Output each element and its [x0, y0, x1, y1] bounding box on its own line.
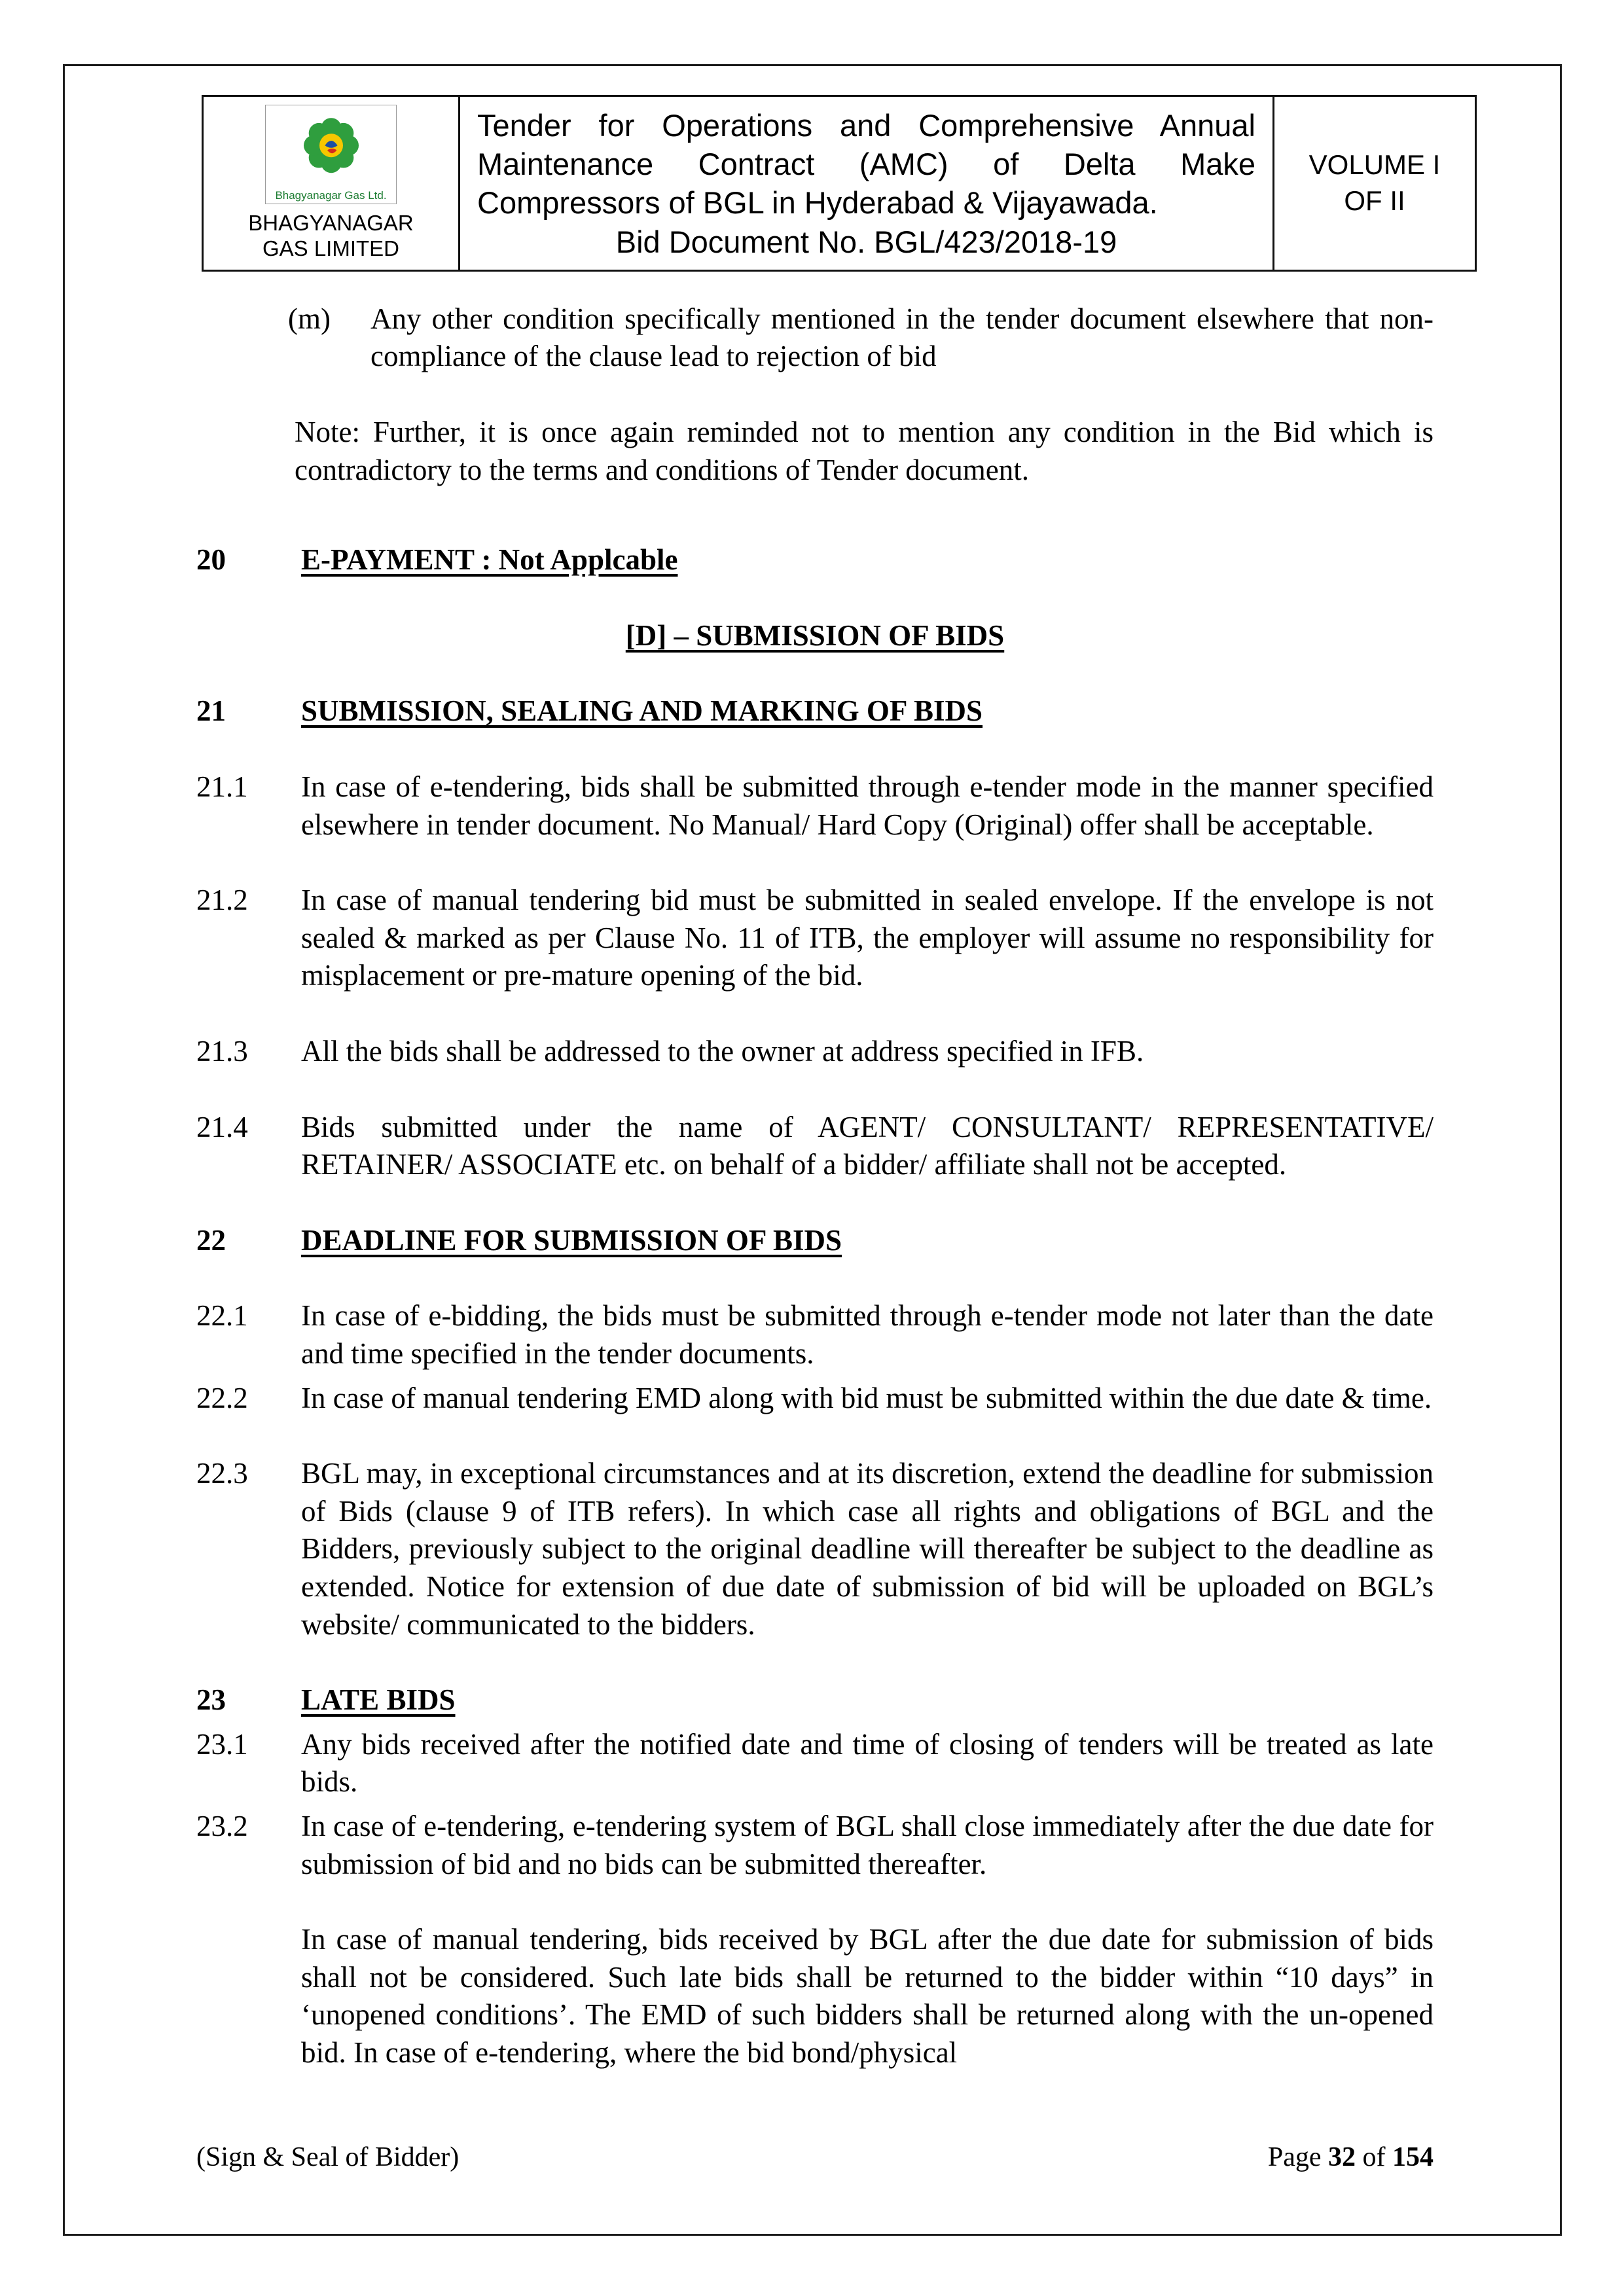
document-header-table — [202, 95, 1477, 272]
section-number: 22 — [196, 1223, 226, 1257]
clause-21-4 — [196, 1109, 1434, 1184]
section-heading-20 — [196, 541, 1434, 579]
clause-text: In case of manual tendering EMD along with bid must be submitted within the due date & time. — [301, 1381, 1432, 1414]
list-item-label: (m) — [288, 302, 331, 335]
volume-line-2: OF II — [1344, 185, 1405, 216]
clause-number: 22.3 — [196, 1457, 248, 1490]
header-title-cell — [460, 97, 1274, 270]
clause-text: In case of e-bidding, the bids must be submitted through e-tender mode not later than the date and time specified in the tender documents. — [301, 1299, 1434, 1370]
section-title: DEADLINE FOR SUBMISSION OF BIDS — [301, 1223, 842, 1257]
volume-line-1: VOLUME I — [1308, 149, 1441, 181]
clause-22-3 — [196, 1455, 1434, 1643]
closing-paragraph: In case of manual tendering, bids received by BGL after the due date for submission of bids shall not be considered. Such late bids shall be returned to the bidder within “10 days” in ‘unopened conditions’. The EMD of such bidders shall be returned along with the un-opened bid. In case of e-tendering, where the bid bond/physical — [301, 1923, 1434, 2069]
section-heading-23 — [196, 1681, 1434, 1719]
clause-text: In case of manual tendering bid must be submitted in sealed envelope. If the envelope is not sealed & marked as per Clause No. 11 of ITB, the employer will assume no responsibility for misplacement or pre-mature opening of the bid. — [301, 884, 1434, 992]
clause-21-1 — [196, 768, 1434, 844]
list-item-text: Any other condition specifically mentioned in the tender document elsewhere that non-compliance of the clause lead to rejection of bid — [370, 302, 1434, 373]
list-item-m — [288, 300, 1434, 376]
clause-text: Any bids received after the notified date and time of closing of tenders will be treated as late bids. — [301, 1727, 1434, 1799]
clause-22-2 — [196, 1380, 1434, 1418]
clause-text: Bids submitted under the name of AGENT/ CONSULTANT/ REPRESENTATIVE/ RETAINER/ ASSOCIATE etc. on behalf of a bidder/ affiliate shall not be accepted. — [301, 1110, 1434, 1181]
header-volume-cell — [1274, 97, 1475, 270]
clause-text: In case of e-tendering, e-tendering system of BGL shall close immediately after the due date for submission of bid and no bids can be submitted thereafter. — [301, 1809, 1434, 1880]
section-title: E-PAYMENT : Not Applcable — [301, 543, 678, 577]
page-total: 154 — [1392, 2142, 1434, 2172]
logo-caption: Bhagyanagar Gas Ltd. — [275, 189, 387, 202]
clause-22-1 — [196, 1297, 1434, 1372]
page-footer — [196, 2142, 1434, 2173]
section-heading-22 — [196, 1222, 1434, 1260]
bgl-logo-icon — [292, 109, 370, 188]
clause-number: 21.3 — [196, 1035, 248, 1067]
section-title: SUBMISSION, SEALING AND MARKING OF BIDS — [301, 694, 983, 728]
clause-number: 23.1 — [196, 1727, 248, 1761]
part-d-heading-text: [D] – SUBMISSION OF BIDS — [625, 619, 1005, 652]
clause-21-2 — [196, 882, 1434, 995]
section-heading-21 — [196, 692, 1434, 730]
section-number: 20 — [196, 543, 226, 577]
section-number: 23 — [196, 1683, 226, 1717]
page-label: Page — [1267, 2142, 1322, 2172]
clause-number: 22.2 — [196, 1381, 248, 1414]
sign-seal-label: (Sign & Seal of Bidder) — [196, 2142, 460, 2172]
clause-number: 21.2 — [196, 884, 248, 917]
page-number-indicator — [1268, 2142, 1434, 2173]
clause-number: 23.2 — [196, 1809, 248, 1842]
company-name: BHAGYANAGAR GAS LIMITED — [248, 211, 414, 260]
clause-number: 22.1 — [196, 1299, 248, 1333]
section-number: 21 — [196, 694, 226, 728]
page-number: 32 — [1328, 2142, 1356, 2172]
header-logo-cell — [204, 97, 460, 270]
tender-title: Tender for Operations and Comprehensive Annual Maintenance Contract (AMC) of Delta Make Compressors of BGL in Hyderabad & Vijayawada. — [477, 108, 1255, 221]
clause-text: BGL may, in exceptional circumstances and at its discretion, extend the deadline for submission of Bids (clause 9 of ITB refers). In which case all rights and obligations of BGL and the Bidders, previously subject to the original deadline will thereafter be subject to the deadline as extended. Notice for extension of due date of submission of bid will be uploaded on BGL’s website/ communicated to the bidders. — [301, 1457, 1434, 1641]
of-label: of — [1362, 2142, 1386, 2172]
clause-23-2 — [196, 1808, 1434, 1883]
clause-21-3 — [196, 1033, 1434, 1071]
clause-number: 21.1 — [196, 770, 248, 804]
clause-number: 21.4 — [196, 1110, 248, 1143]
bgl-logo — [265, 105, 396, 204]
bid-document-number: Bid Document No. BGL/423/2018-19 — [615, 224, 1117, 259]
note-paragraph: Note: Further, it is once again reminded not to mention any condition in the Bid which is contradictory to the terms and conditions of Tender document. — [295, 416, 1434, 486]
clause-23-1 — [196, 1726, 1434, 1801]
clause-text: In case of e-tendering, bids shall be submitted through e-tender mode in the manner specified elsewhere in tender document. No Manual/ Hard Copy (Original) offer shall be acceptable. — [301, 770, 1434, 841]
page-content — [196, 95, 1441, 2072]
section-title: LATE BIDS — [301, 1683, 456, 1717]
clause-text: All the bids shall be addressed to the owner at address specified in IFB. — [301, 1035, 1144, 1067]
document-body — [196, 300, 1434, 2072]
part-d-heading — [196, 617, 1434, 655]
